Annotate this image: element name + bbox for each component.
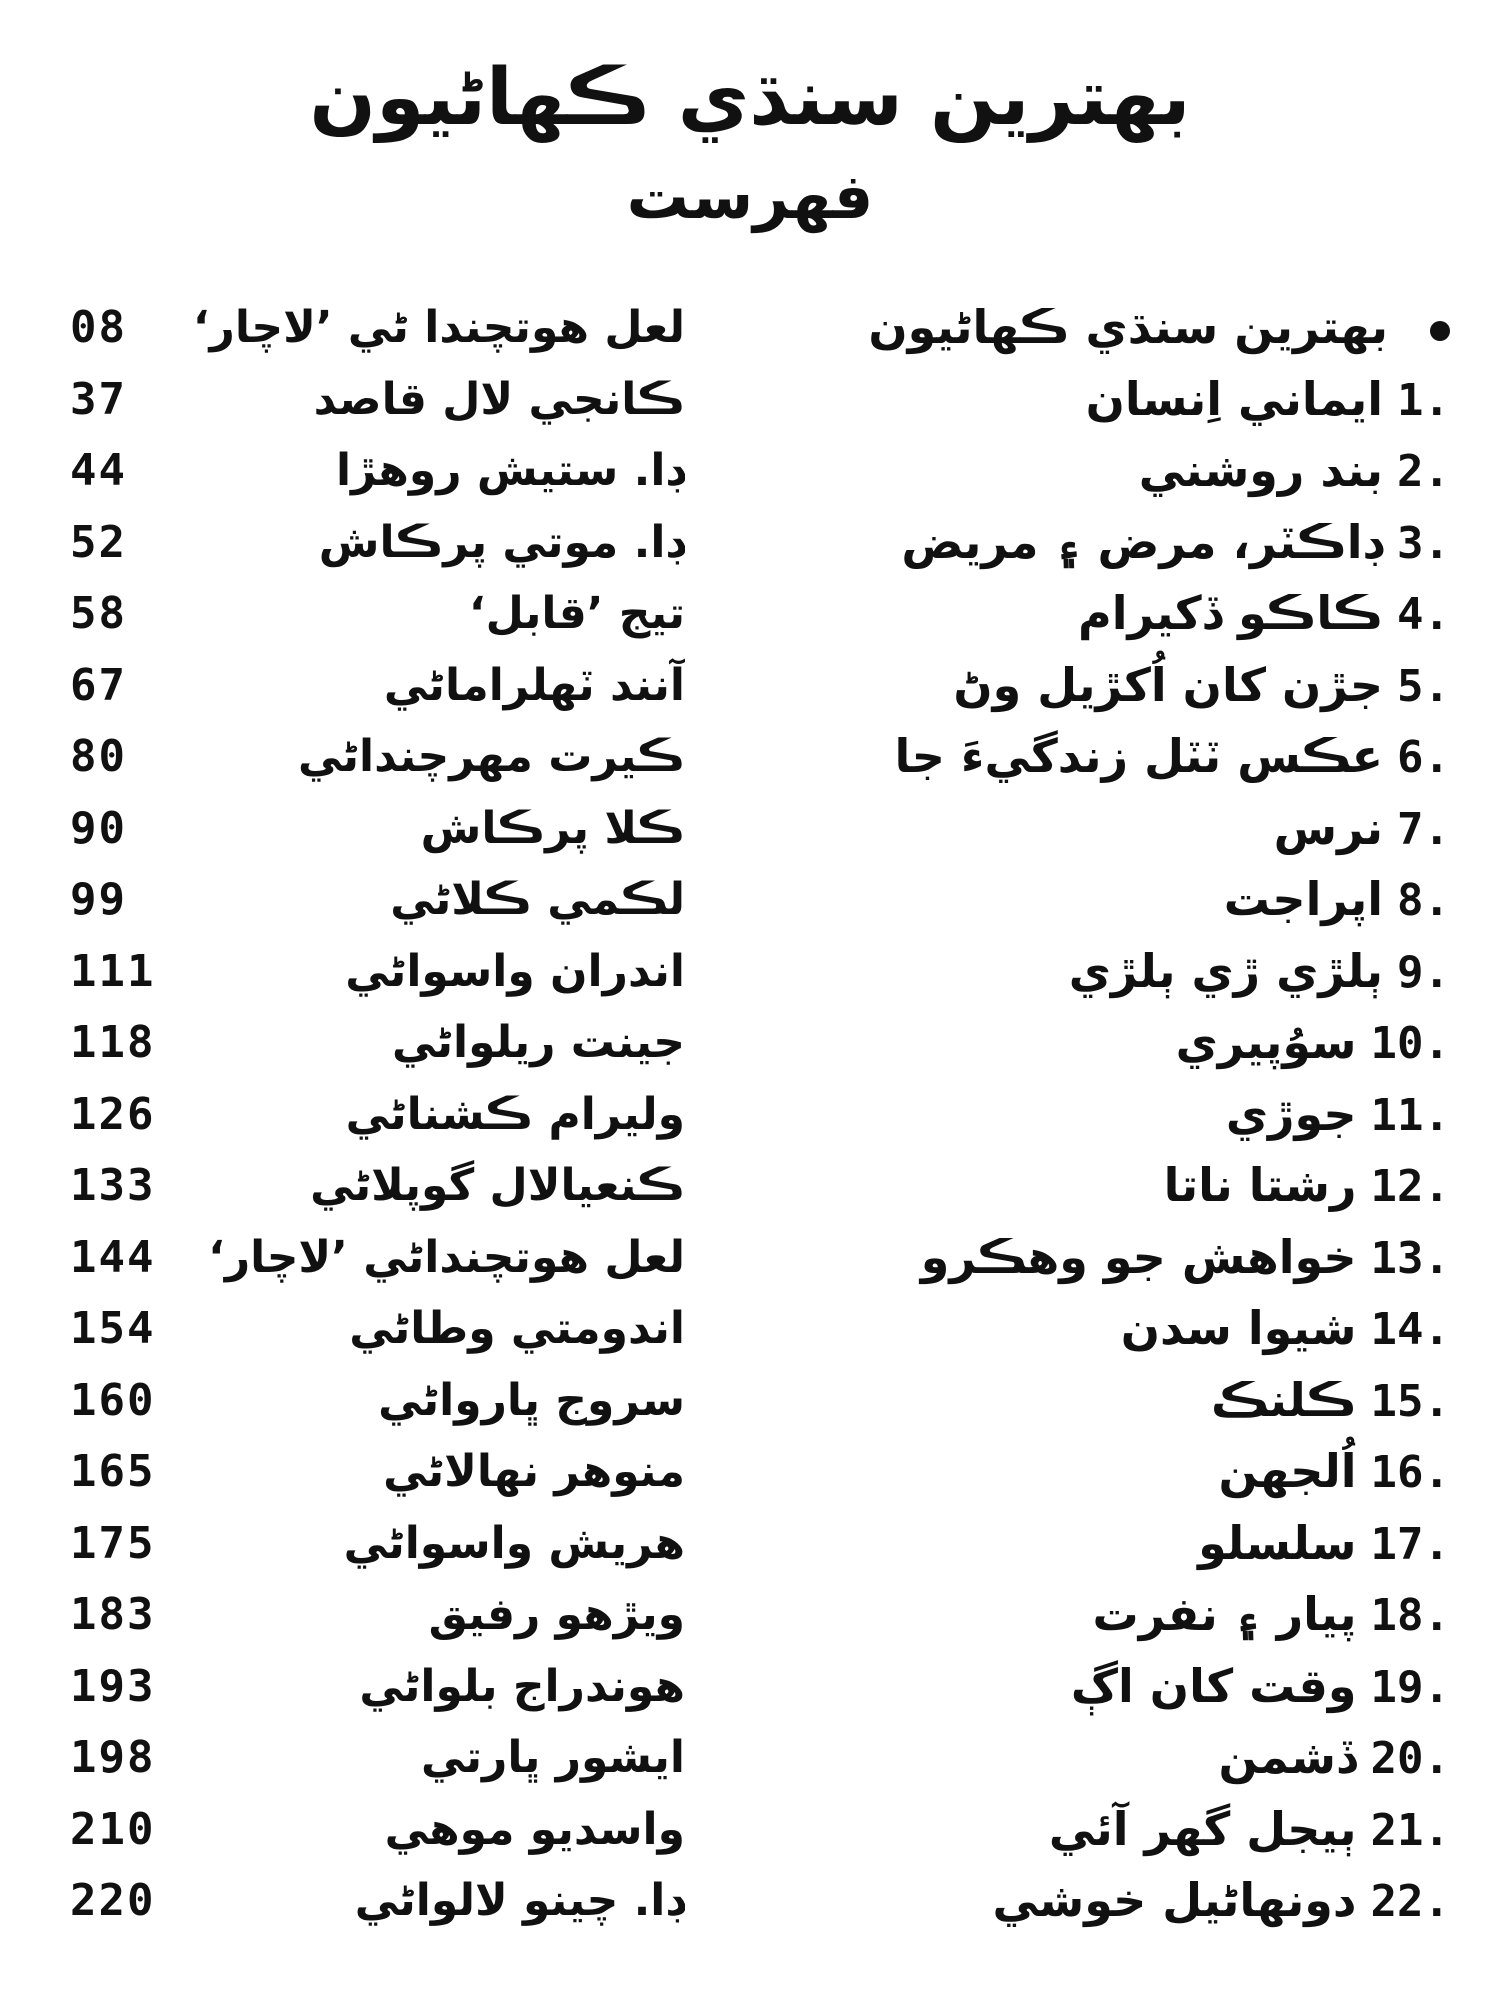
toc-entry-title — [790, 1436, 1450, 1508]
toc-entry-page-number: 99 — [70, 874, 127, 925]
toc-entry-author: ڪنعيالال گوپلاڻي — [310, 1160, 685, 1211]
toc-row — [0, 1365, 1500, 1437]
toc-entry-author: منوهر نهالاڻي — [383, 1446, 685, 1497]
toc-entry-number: 22. — [1370, 1876, 1450, 1927]
toc-entry-author: ايشور ڀارتي — [420, 1732, 685, 1783]
toc-row — [0, 1079, 1500, 1151]
toc-entry-number: 11. — [1370, 1089, 1450, 1141]
toc-entry-author: اندران واسواڻي — [345, 945, 685, 997]
toc-entry-title-text: اُلجهن — [1218, 1444, 1357, 1498]
toc-entry-title — [790, 364, 1450, 436]
toc-entry-title — [790, 507, 1450, 579]
toc-entry-number: 19. — [1370, 1661, 1450, 1713]
toc-entry-title-text: وقت کان اڳ — [1070, 1658, 1357, 1713]
toc-row — [0, 864, 1500, 936]
page-subtitle: فهرست — [626, 160, 874, 233]
toc-row — [0, 650, 1500, 722]
toc-entry-title — [790, 1293, 1450, 1365]
toc-entry-title — [790, 793, 1450, 865]
toc-entry-number: 14. — [1370, 1304, 1450, 1355]
toc-row — [0, 1222, 1500, 1294]
toc-entry-title — [790, 1651, 1450, 1723]
toc-entry-page-number: 118 — [70, 1017, 156, 1068]
toc-entry-title — [790, 1508, 1450, 1580]
toc-entry-author: اندومتي وطاڻي — [349, 1303, 685, 1354]
toc-entry-number: 18. — [1370, 1590, 1450, 1641]
table-of-contents — [0, 292, 1500, 1937]
toc-entry-title — [790, 1794, 1450, 1866]
toc-entry-author: واسديو موهي — [384, 1803, 685, 1855]
toc-entry-author: ڪانجي لال قاصد — [313, 373, 685, 425]
toc-entry-author: ڊا. موتي پرڪاش — [318, 516, 685, 568]
toc-entry-page-number: 175 — [70, 1517, 156, 1569]
page-title: بهترين سنڌي ڪهاڻيون — [309, 53, 1191, 143]
toc-entry-title — [790, 650, 1450, 722]
toc-row — [0, 1007, 1500, 1079]
toc-row — [0, 292, 1500, 364]
toc-entry-page-number: 154 — [70, 1303, 156, 1354]
toc-entry-number: 1. — [1397, 374, 1450, 426]
toc-entry-author: لعل هوتچندا ڻي ’لاچار‘ — [192, 302, 685, 353]
toc-entry-title-text: ٻيجل گهر آئي — [1048, 1801, 1357, 1856]
toc-entry-page-number: 210 — [70, 1803, 156, 1855]
toc-entry-title — [790, 936, 1450, 1008]
toc-entry-page-number: 44 — [70, 445, 127, 496]
toc-entry-title-text: جوڙي — [1225, 1086, 1357, 1141]
toc-entry-title-text: پيار ۽ نفرت — [1092, 1587, 1357, 1641]
toc-row — [0, 793, 1500, 865]
toc-entry-title-text: سوُپيري — [1175, 1015, 1357, 1069]
toc-row — [0, 1794, 1500, 1866]
toc-row — [0, 1865, 1500, 1937]
toc-entry-title — [790, 1150, 1450, 1222]
toc-entry-title — [790, 435, 1450, 507]
toc-row — [0, 435, 1500, 507]
toc-entry-title-text: ڪاڪو ڏکيرام — [1077, 586, 1384, 640]
toc-entry-page-number: 183 — [70, 1589, 156, 1640]
toc-row — [0, 1722, 1500, 1794]
toc-entry-page-number: 126 — [70, 1088, 156, 1140]
toc-entry-number: 13. — [1370, 1232, 1450, 1284]
toc-entry-title-text: رشتا ناتا — [1163, 1158, 1357, 1212]
toc-entry-page-number: 165 — [70, 1446, 156, 1497]
toc-row — [0, 507, 1500, 579]
toc-entry-title — [790, 1079, 1450, 1151]
toc-entry-number: 15. — [1370, 1375, 1450, 1427]
toc-entry-title — [790, 578, 1450, 650]
toc-entry-number: 2. — [1397, 446, 1450, 497]
toc-entry-number: 7. — [1397, 803, 1450, 855]
toc-row — [0, 578, 1500, 650]
toc-entry-author: وليرام ڪشناڻي — [345, 1088, 685, 1140]
toc-entry-title-text: عڪس ٽٽل زندگيءَ جا — [894, 729, 1384, 783]
toc-entry-title-text: ڊاڪٽر، مرض ۽ مريض — [901, 514, 1384, 569]
toc-entry-author: لعل هوتچنداڻي ’لاچار‘ — [208, 1231, 685, 1283]
toc-entry-number: 8. — [1397, 875, 1450, 926]
toc-entry-title — [790, 1579, 1450, 1651]
toc-entry-number: 3. — [1397, 517, 1450, 569]
toc-entry-title-text: ڏشمن — [1218, 1730, 1357, 1784]
toc-entry-number: 10. — [1370, 1018, 1450, 1069]
toc-entry-author: سروج ڀارواڻي — [378, 1374, 685, 1426]
toc-entry-author: هريش واسواڻي — [343, 1517, 685, 1569]
toc-entry-page-number: 37 — [70, 373, 127, 425]
toc-entry-page-number: 144 — [70, 1231, 156, 1283]
toc-row — [0, 1293, 1500, 1365]
toc-row — [0, 721, 1500, 793]
toc-entry-title — [790, 292, 1450, 364]
toc-entry-author: ڪلا پرڪاش — [420, 802, 685, 854]
toc-entry-number: 4. — [1397, 589, 1450, 640]
toc-entry-author: آنند ٽهلراماڻي — [383, 659, 685, 711]
toc-entry-title — [790, 1865, 1450, 1937]
toc-entry-page-number: 111 — [70, 945, 156, 997]
toc-entry-title-text: نرس — [1273, 800, 1384, 855]
toc-entry-page-number: 80 — [70, 731, 127, 782]
toc-entry-title — [790, 864, 1450, 936]
toc-row — [0, 1579, 1500, 1651]
toc-entry-number: 12. — [1370, 1161, 1450, 1212]
bullet-icon — [1430, 321, 1450, 341]
toc-entry-title-text: سلسلو — [1198, 1515, 1357, 1570]
toc-entry-author: جينت ريلواڻي — [391, 1017, 685, 1068]
toc-entry-page-number: 198 — [70, 1732, 156, 1783]
toc-entry-title-text: شيوا سدن — [1120, 1301, 1357, 1355]
toc-entry-number: 6. — [1397, 732, 1450, 783]
toc-entry-page-number: 52 — [70, 516, 127, 568]
toc-row — [0, 1150, 1500, 1222]
toc-entry-title-text: خواهش جو وهڪرو — [920, 1229, 1357, 1284]
toc-entry-author: ڊا. ستيش روهڙا — [335, 445, 685, 496]
toc-entry-number: 5. — [1397, 660, 1450, 712]
toc-entry-title-text: اپراجت — [1223, 872, 1384, 926]
toc-row — [0, 1651, 1500, 1723]
toc-entry-title-text: بند روشني — [1138, 443, 1384, 497]
toc-entry-author: ڪيرت مهرچنداڻي — [298, 731, 685, 782]
toc-entry-page-number: 220 — [70, 1875, 156, 1926]
toc-entry-title-text: دونهاڻيل خوشي — [992, 1873, 1357, 1927]
toc-entry-page-number: 08 — [70, 302, 127, 353]
toc-entry-page-number: 160 — [70, 1374, 156, 1426]
toc-entry-title-text: ڪلنڪ — [1211, 1372, 1357, 1427]
toc-entry-title-text: بهترين سنڌي ڪهاڻيون — [868, 300, 1388, 354]
toc-entry-page-number: 58 — [70, 588, 127, 639]
toc-entry-title — [790, 1222, 1450, 1294]
toc-entry-author: لڪمي ڪلاڻي — [390, 874, 685, 925]
toc-entry-number: 21. — [1370, 1804, 1450, 1856]
toc-entry-title — [790, 1722, 1450, 1794]
toc-entry-title — [790, 1365, 1450, 1437]
toc-entry-number: 17. — [1370, 1518, 1450, 1570]
toc-row — [0, 364, 1500, 436]
toc-entry-number: 16. — [1370, 1447, 1450, 1498]
toc-entry-title-text: جڙن کان اُکڙيل وڻ — [953, 657, 1384, 712]
toc-entry-author: هوندراج بلواڻي — [359, 1660, 685, 1712]
toc-entry-author: ڊا. چينو لالواڻي — [354, 1875, 685, 1926]
toc-entry-page-number: 90 — [70, 802, 127, 854]
toc-entry-author: ويڙهو رفيق — [428, 1589, 685, 1640]
toc-entry-page-number: 67 — [70, 659, 127, 711]
toc-entry-author: تيج ’قابل‘ — [468, 588, 685, 639]
toc-entry-page-number: 193 — [70, 1660, 156, 1712]
toc-entry-number: 9. — [1397, 946, 1450, 998]
toc-row — [0, 1436, 1500, 1508]
toc-entry-title — [790, 1007, 1450, 1079]
toc-entry-title-text: ايماني اِنسان — [1085, 371, 1384, 426]
toc-entry-title — [790, 721, 1450, 793]
toc-entry-number: 20. — [1370, 1733, 1450, 1784]
toc-entry-page-number: 133 — [70, 1160, 156, 1211]
toc-entry-title-text: ٻلڙي ڙي ٻلڙي — [1068, 943, 1384, 998]
toc-row — [0, 1508, 1500, 1580]
toc-row — [0, 936, 1500, 1008]
